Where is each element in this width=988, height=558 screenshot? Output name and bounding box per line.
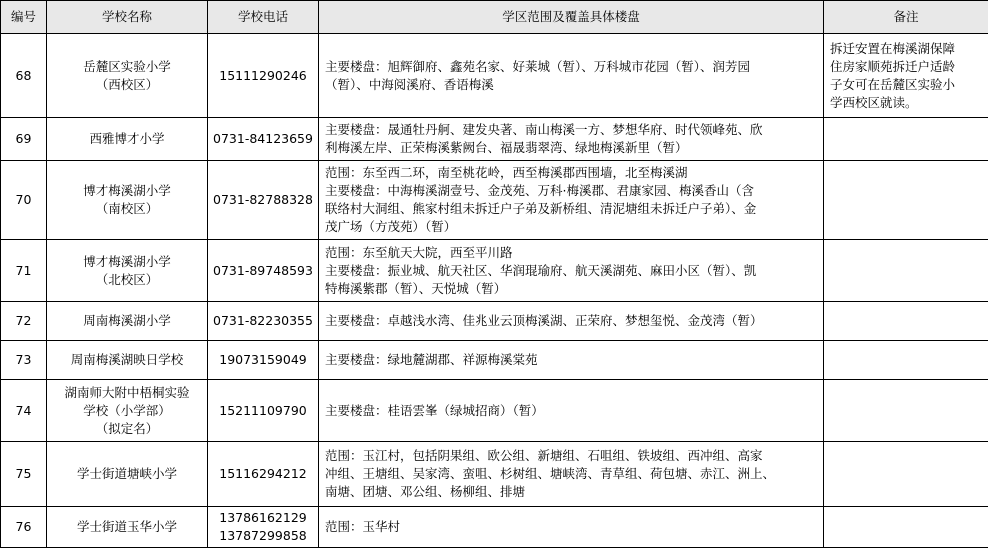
district-scope-cell: [319, 34, 824, 118]
notes-cell: [824, 161, 988, 240]
school-name-cell-line: 学士街道玉华小学: [76, 519, 177, 534]
row-number-cell: 69: [1, 118, 47, 161]
school-name-cell: [47, 302, 208, 341]
district-scope-cell-line: 主要楼盘：绿地麓湖郡、祥源梅溪棠苑: [325, 352, 538, 367]
table-row: [1, 442, 988, 507]
district-scope-cell: [319, 118, 824, 161]
district-scope-cell-line: 特梅溪紫郡（暂）、天悦城（暂）: [325, 280, 507, 296]
header-notes: 备注: [824, 1, 988, 34]
notes-cell: [824, 507, 988, 548]
district-scope-cell: [319, 302, 824, 341]
district-scope-cell-line: 茂广场（方茂苑）（暂）: [325, 219, 457, 234]
district-scope-cell-line: 南塘、团塘、邓公组、杨柳组、排塘: [325, 484, 526, 499]
district-scope-cell-line: 范围：玉江村，包括阴果组、欧公组、新塘组、石咀组、铁坡组、西冲组、高家: [325, 448, 763, 463]
header-district-scope: 学区范围及覆盖具体楼盘: [319, 1, 824, 34]
table-row: [1, 341, 988, 380]
header-school-name: 学校名称: [47, 1, 208, 34]
school-phone-cell-line: 0731-84123659: [213, 131, 313, 146]
school-name-cell-line: （北校区）: [95, 271, 159, 287]
school-name-cell: [47, 34, 208, 118]
table-row: [1, 118, 988, 161]
district-scope-cell-line: 主要楼盘：卓越浅水湾、佳兆业云顶梅溪湖、正荣府、梦想玺悦、金茂湾（暂）: [325, 313, 763, 328]
school-phone-cell-line: 15116294212: [219, 466, 307, 481]
notes-cell-line: 学西校区就读。: [830, 94, 918, 110]
notes-cell: [824, 118, 988, 161]
header-number: 编号: [1, 1, 47, 34]
district-scope-cell-line: 主要楼盘：振业城、航天社区、华润琨瑜府、航天溪湖苑、麻田小区（暂）、凯: [325, 262, 757, 278]
table-row: [1, 302, 988, 341]
district-scope-cell-line: 范围：东至航天大院，西至平川路: [325, 244, 513, 260]
district-scope-cell-line: 范围：东至西二环，南至桃花岭，西至梅溪郡西围墙，北至梅溪湖: [325, 165, 688, 180]
row-number-cell: 70: [1, 161, 47, 240]
table-row: [1, 380, 988, 442]
school-name-cell-line: 周南梅溪湖小学: [83, 313, 171, 328]
school-phone-cell: [208, 118, 319, 161]
school-name-cell-line: 学士街道塘峡小学: [76, 466, 177, 481]
district-scope-cell: [319, 380, 824, 442]
notes-cell-line: 子女可在岳麓区实验小: [830, 76, 956, 92]
district-scope-cell-line: 主要楼盘：旭辉御府、鑫苑名家、好莱城（暂）、万科城市花园（暂）、润芳园: [325, 58, 751, 74]
district-scope-cell-line: 主要楼盘：中海梅溪湖壹号、金茂苑、万科·梅溪郡、君康家园、梅溪香山（含: [325, 183, 754, 198]
notes-cell: [824, 34, 988, 118]
district-scope-cell: [319, 341, 824, 380]
school-phone-cell-line: 13786162129: [219, 510, 307, 525]
notes-cell-line: 住房家顺苑拆迁户适龄: [830, 58, 956, 74]
school-phone-cell: [208, 380, 319, 442]
school-name-cell-line: 博才梅溪湖小学: [83, 253, 171, 269]
school-name-cell: [47, 507, 208, 548]
table-row: [1, 240, 988, 302]
school-phone-cell: [208, 302, 319, 341]
school-name-cell-line: （南校区）: [95, 201, 159, 216]
district-scope-cell-line: 范围：玉华村: [325, 519, 401, 534]
school-phone-cell-line: 0731-89748593: [213, 262, 313, 278]
school-name-cell: [47, 341, 208, 380]
notes-cell-line: 拆迁安置在梅溪湖保障: [830, 40, 956, 56]
header-school-phone: 学校电话: [208, 1, 319, 34]
school-name-cell-line: （拟定名）: [95, 420, 159, 436]
school-phone-cell-line: 0731-82230355: [213, 313, 313, 328]
row-number-cell: 73: [1, 341, 47, 380]
school-phone-cell: [208, 341, 319, 380]
row-number-cell: 71: [1, 240, 47, 302]
school-name-cell-line: 西雅博才小学: [89, 131, 165, 146]
notes-cell: [824, 341, 988, 380]
school-name-cell: [47, 380, 208, 442]
school-phone-cell: [208, 507, 319, 548]
school-phone-cell: [208, 240, 319, 302]
district-scope-cell: [319, 161, 824, 240]
school-name-cell: [47, 240, 208, 302]
school-name-cell: [47, 442, 208, 507]
district-scope-cell-line: 冲组、王塘组、吴家湾、蛮咀、杉树组、塘峡湾、青草组、荷包塘、赤江、洲上、: [325, 466, 776, 481]
school-phone-cell-line: 15111290246: [219, 67, 307, 83]
district-scope-cell-line: （暂）、中海阅溪府、香语梅溪: [325, 76, 494, 92]
school-name-cell-line: 学校（小学部）: [83, 402, 171, 418]
school-phone-cell-line: 19073159049: [219, 352, 307, 367]
notes-cell: [824, 240, 988, 302]
row-number-cell: 68: [1, 34, 47, 118]
table-row: [1, 161, 988, 240]
school-name-cell-line: 湖南师大附中梧桐实验: [64, 384, 190, 400]
row-number-cell: 75: [1, 442, 47, 507]
district-scope-cell: [319, 240, 824, 302]
table-row: [1, 34, 988, 118]
school-name-cell-line: 岳麓区实验小学: [83, 58, 171, 74]
row-number-cell: 72: [1, 302, 47, 341]
district-scope-cell-line: 主要楼盘：桂语雲峯（绿城招商）（暂）: [325, 402, 544, 418]
row-number-cell: 76: [1, 507, 47, 548]
school-phone-cell: [208, 34, 319, 118]
district-scope-cell-line: 利梅溪左岸、正荣梅溪紫阙台、福晟翡翠湾、绿地梅溪新里（暂）: [325, 140, 688, 155]
notes-cell: [824, 380, 988, 442]
school-phone-cell: [208, 161, 319, 240]
school-name-cell-line: 博才梅溪湖小学: [83, 183, 171, 198]
notes-cell: [824, 302, 988, 341]
school-name-cell-line: （西校区）: [95, 76, 159, 92]
school-phone-cell: [208, 442, 319, 507]
district-scope-cell: [319, 507, 824, 548]
district-scope-cell-line: 联络村大洞组、熊家村组未拆迁户子弟及新桥组、清泥塘组未拆迁户子弟）、金: [325, 201, 757, 216]
school-phone-cell-line: 0731-82788328: [213, 192, 313, 207]
district-scope-cell-line: 主要楼盘：晟通牡丹舸、建发央著、南山梅溪一方、梦想华府、时代领峰苑、欣: [325, 122, 763, 137]
school-name-cell: [47, 118, 208, 161]
row-number-cell: 74: [1, 380, 47, 442]
school-phone-cell-line: 15211109790: [219, 402, 307, 418]
school-name-cell: [47, 161, 208, 240]
school-phone-cell-line: 13787299858: [219, 528, 307, 543]
district-scope-cell: [319, 442, 824, 507]
table-row: [1, 507, 988, 548]
notes-cell: [824, 442, 988, 507]
school-name-cell-line: 周南梅溪湖映日学校: [70, 352, 184, 367]
table-header-row: [1, 1, 988, 34]
